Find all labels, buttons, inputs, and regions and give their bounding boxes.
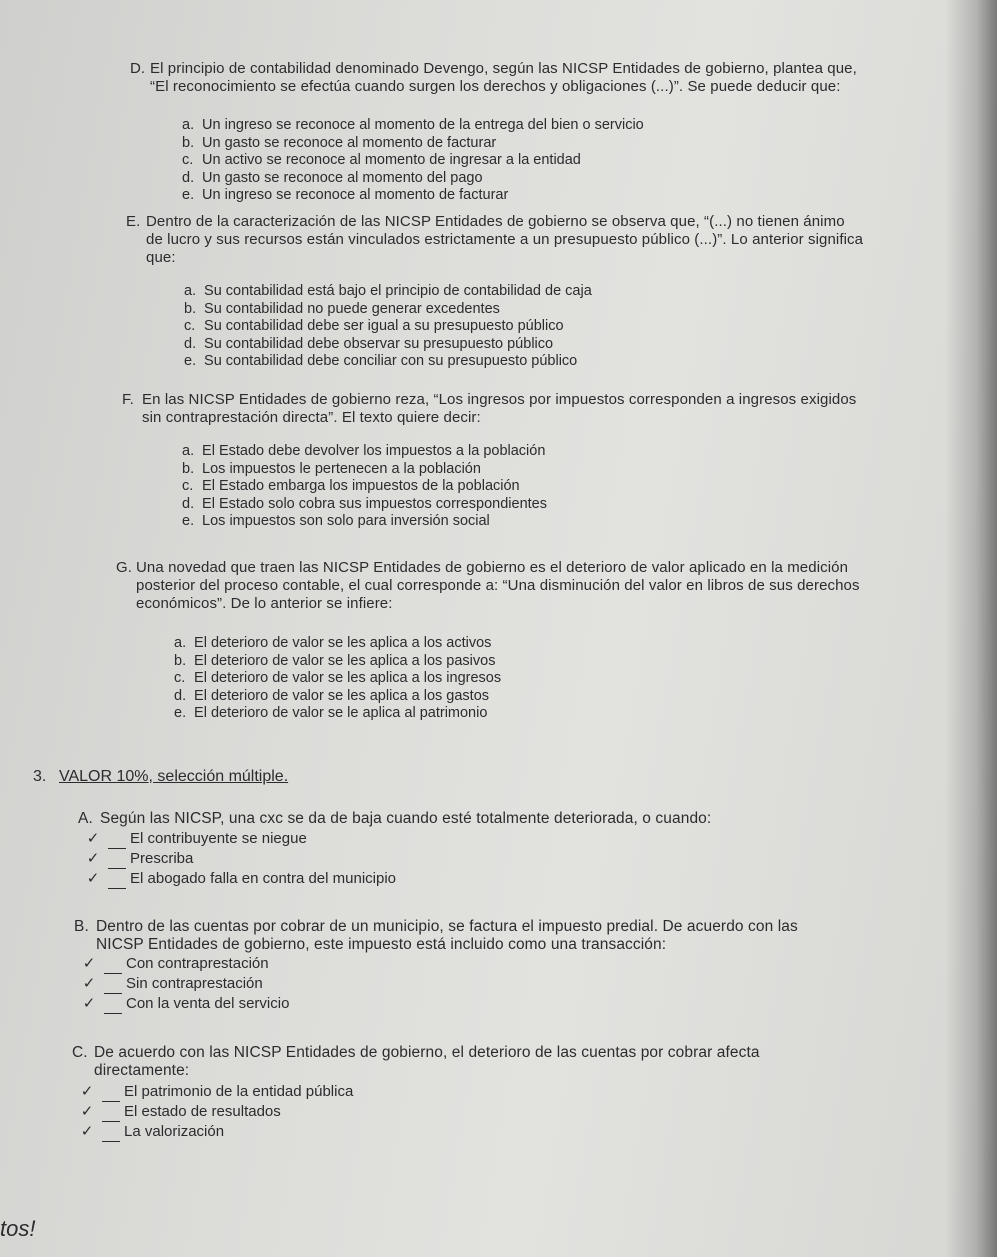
option-item: d. El Estado solo cobra sus impuestos correspondientes (182, 495, 547, 512)
option-item: a. Un ingreso se reconoce al momento de la entrega del bien o servicio (182, 117, 644, 133)
question-g-options (174, 635, 860, 723)
option-item: d. El deterioro de valor se les aplica a los gastos (174, 687, 490, 704)
option-item: b. Su contabilidad no puede generar excedentes (184, 300, 500, 317)
question-e (126, 213, 863, 371)
answer-blank[interactable] (102, 1127, 120, 1142)
footer-partial-text: tos! (0, 1216, 36, 1241)
multi-question-b: B. Dentro de las cuentas por cobrar de un municipio, se factura el impuesto predial. De acuerdo con las NICSP Entidades de gobierno, este impuesto está incluido como una transacción: ✓ Con contraprestación ✓ Sin contraprestación ✓ Con la venta del servicio (74, 918, 798, 1012)
question-e-text: E. Dentro de la caracterización de las NICSP Entidades de gobierno se observa que, “(...) no tienen ánimo de lucro y sus recursos están vinculados estrictamente a un presupuesto público (...)”. Lo anterior significa que: (126, 213, 864, 266)
check-icon: ✓ (86, 850, 100, 867)
option-item: c. Su contabilidad debe ser igual a su presupuesto público (184, 318, 564, 334)
check-icon: ✓ (80, 1103, 94, 1120)
question-d-options (182, 117, 857, 205)
option-item: a. El Estado debe devolver los impuestos a la población (182, 443, 546, 459)
answer-blank[interactable] (108, 874, 126, 889)
check-icon: ✓ (80, 1083, 94, 1100)
option-item: a. Su contabilidad está bajo el principio de contabilidad de caja (184, 283, 592, 299)
option-item: d. Su contabilidad debe observar su presupuesto público (184, 335, 554, 352)
option-item: c. Un activo se reconoce al momento de ingresar a la entidad (182, 152, 581, 168)
answer-blank[interactable] (104, 979, 122, 994)
check-item: ✓ El patrimonio de la entidad pública (72, 1082, 760, 1102)
check-item: ✓ El estado de resultados (72, 1102, 760, 1122)
check-icon: ✓ (86, 830, 100, 847)
answer-blank[interactable] (104, 959, 122, 974)
answer-blank[interactable] (108, 854, 126, 869)
multi-b-items (74, 954, 798, 1014)
check-icon: ✓ (82, 975, 96, 992)
question-letter: D. (130, 60, 146, 77)
question-g-text: G. Una novedad que traen las NICSP Entidades de gobierno es el deterioro de valor aplicado en la medición posterior del proceso contable, el cual corresponde a: “Una disminución del valor en libros de sus derechos económicos”. De lo anterior se infiere: (116, 559, 860, 612)
option-item: b. Los impuestos le pertenecen a la población (182, 460, 481, 477)
check-item: ✓ Con la venta del servicio (74, 994, 798, 1014)
option-item: d. Un gasto se reconoce al momento del pago (182, 169, 483, 186)
option-item: e. Su contabilidad debe conciliar con su presupuesto público (184, 353, 578, 369)
check-item: ✓ El abogado falla en contra del municipio (78, 869, 711, 889)
option-item: e. Los impuestos son solo para inversión social (182, 513, 490, 529)
question-d-text: D. El principio de contabilidad denominado Devengo, según las NICSP Entidades de gobierno, plantea que, “El reconocimiento se efectúa cuando surgen los derechos y obligaciones (...)”. Se puede deducir que: (130, 60, 857, 95)
check-icon: ✓ (82, 995, 96, 1012)
answer-blank[interactable] (104, 999, 122, 1014)
option-item: c. El Estado embarga los impuestos de la población (182, 478, 520, 494)
check-icon: ✓ (82, 955, 96, 972)
option-item: e. El deterioro de valor se le aplica al patrimonio (174, 705, 488, 721)
question-e-options (184, 283, 863, 371)
check-item: ✓ Prescriba (78, 849, 711, 869)
option-item: a. El deterioro de valor se les aplica a los activos (174, 635, 492, 651)
check-icon: ✓ (80, 1123, 94, 1140)
option-item: c. El deterioro de valor se les aplica a los ingresos (174, 670, 502, 686)
page-edge-shadow (945, 0, 997, 1257)
answer-blank[interactable] (102, 1107, 120, 1122)
option-item: b. Un gasto se reconoce al momento de facturar (182, 134, 497, 151)
option-item: e. Un ingreso se reconoce al momento de facturar (182, 187, 509, 203)
question-f-text: F. En las NICSP Entidades de gobierno reza, “Los ingresos por impuestos corresponden a ingresos exigidos sin contraprestación directa”. El texto quiere decir: (122, 391, 857, 426)
check-item: ✓ Sin contraprestación (74, 974, 798, 994)
multi-question-a: A. Según las NICSP, una cxc se da de baja cuando esté totalmente deteriorada, o cuando: ✓ El contribuyente se niegue ✓ Prescriba ✓ El abogado falla en contra del municipio (78, 810, 712, 887)
question-g (116, 559, 860, 723)
check-item: ✓ Con contraprestación (74, 954, 798, 974)
check-item: ✓ La valorización (72, 1122, 760, 1142)
answer-blank[interactable] (108, 834, 126, 849)
question-d (130, 60, 857, 205)
section-3-title: 3. VALOR 10%, selección múltiple. (33, 768, 289, 785)
check-item: ✓ El contribuyente se niegue (78, 829, 711, 849)
multi-question-c: C. De acuerdo con las NICSP Entidades de gobierno, el deterioro de las cuentas por cobrar afecta directamente: ✓ El patrimonio de la entidad pública ✓ El estado de resultados ✓ La valorización (72, 1044, 760, 1140)
question-f (122, 391, 856, 531)
multi-c-items (72, 1082, 760, 1142)
check-icon: ✓ (86, 870, 100, 887)
multi-a-items (78, 829, 711, 889)
option-item: b. El deterioro de valor se les aplica a los pasivos (174, 652, 496, 669)
answer-blank[interactable] (102, 1087, 120, 1102)
question-f-options (182, 443, 856, 531)
